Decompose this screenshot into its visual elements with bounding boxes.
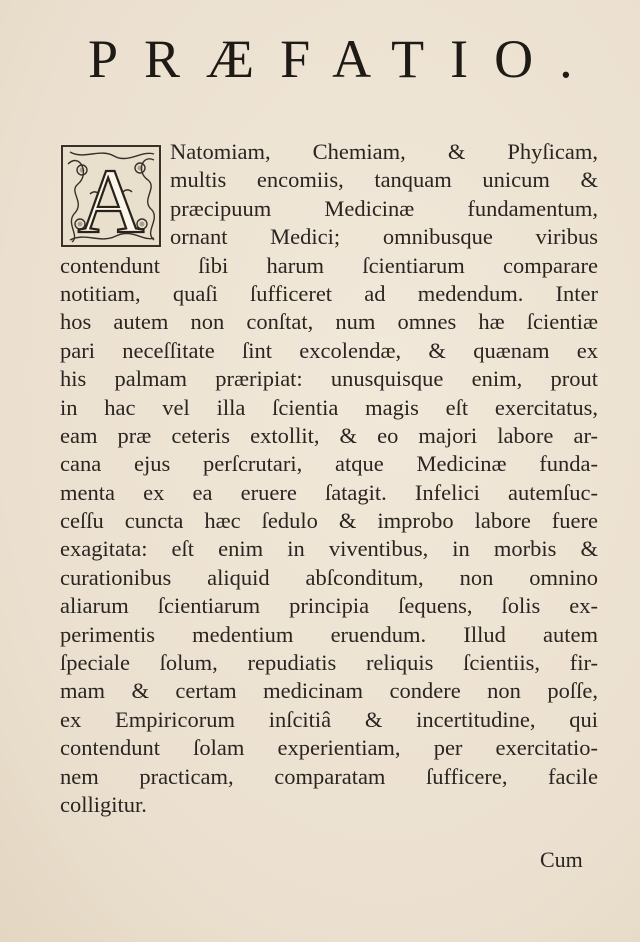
text-line: curationibus aliquid abſconditum, non omnino bbox=[60, 564, 598, 590]
page-title: PRÆFATIO. bbox=[88, 29, 599, 89]
text-line: Natomiam, Chemiam, & Phyſicam, bbox=[170, 139, 598, 164]
text-line: eam præ ceteris extollit, & eo majori labore ar- bbox=[60, 422, 598, 448]
text-line: aliarum ſcientiarum principia ſequens, ſolis ex- bbox=[60, 593, 598, 619]
text-line: his palmam præripiat: unusquisque enim, prout bbox=[60, 366, 598, 392]
catchword: Cum bbox=[540, 847, 583, 872]
text-line: perimentis medentium eruendum. Illud autem bbox=[60, 621, 598, 647]
text-line: notitiam, quaſi ſufficeret ad medendum. Inter bbox=[60, 280, 598, 306]
text-line: præcipuum Medicinæ fundamentum, bbox=[170, 195, 598, 221]
text-line: in hac vel illa ſcientia magis eſt exercitatus, bbox=[60, 394, 598, 420]
text-line: mam & certam medicinam condere non poſſe, bbox=[60, 678, 598, 704]
text-line: nem practicam, comparatam ſufficere, facile bbox=[60, 763, 598, 789]
text-line: ſpeciale ſolum, repudiatis reliquis ſcientiis, fir- bbox=[60, 650, 598, 676]
text-line: multis encomiis, tanquam unicum & bbox=[170, 167, 598, 193]
text-line: ornant Medici; omnibusque viribus bbox=[170, 224, 598, 250]
text-line: menta ex ea eruere ſatagit. Infelici autemſuc- bbox=[60, 479, 598, 505]
preface-body bbox=[60, 138, 598, 819]
text-line: pari neceſſitate ſint excolendæ, & quænam ex bbox=[60, 337, 598, 363]
initial-letter-glyph: A bbox=[77, 150, 145, 248]
text-line: hos autem non conſtat, num omnes hæ ſcientiæ bbox=[60, 309, 598, 335]
text-line: contendunt ſibi harum ſcientiarum comparare bbox=[60, 252, 598, 278]
text-line: colligitur. bbox=[60, 791, 147, 817]
text-line: contendunt ſolam experientiam, per exercitatio- bbox=[60, 735, 598, 761]
text-line: ex Empiricorum inſcitiâ & incertitudine, qui bbox=[60, 706, 598, 732]
text-line: exagitata: eſt enim in viventibus, in morbis & bbox=[60, 536, 598, 562]
text-line: ceſſu cuncta hæc ſedulo & improbo labore fuere bbox=[60, 508, 598, 534]
text-line: cana ejus perſcrutari, atque Medicinæ funda- bbox=[60, 451, 598, 477]
